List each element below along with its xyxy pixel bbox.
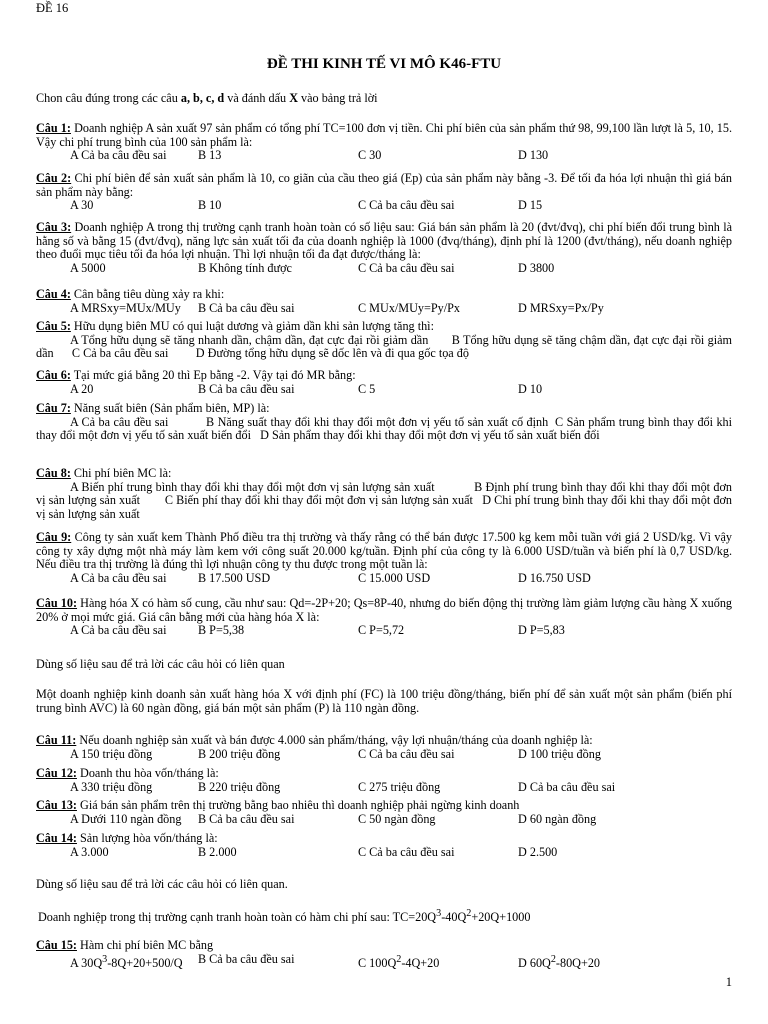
answer-a[interactable]: A 330 triệu đồng bbox=[70, 779, 153, 794]
section-2-context: Doanh nghiệp trong thị trường cạnh tranh hoàn toàn có hàm chi phí sau: $TC=20Q^3-40Q^2+20Q+1000$ bbox=[38, 908, 531, 925]
answer-a[interactable]: A 20 bbox=[70, 381, 94, 396]
answer-d[interactable]: D Sản phẩm thay đổi khi thay đổi một đơn vị yếu tố sản xuất biến đổi bbox=[260, 428, 600, 443]
answer-b[interactable]: B Cả ba câu đều sai bbox=[198, 951, 295, 966]
question-5: Câu 5: Hữu dụng biên MU có qui luật dương và giảm dần khi sản lượng tăng thì: A Tổng hữu dụng sẽ tăng nhanh dần, chậm dần, đạt cực đại rồi giảm dần B Tổng hữu dụng sẽ tăng chậm dần, đạt cực đại rồi giảm dần C Cả ba câu đều sai D Đường tổng hữu dụng sẽ dốc lên và đi qua gốc tọa độ bbox=[36, 319, 733, 361]
answer-a[interactable]: A 5000 bbox=[70, 260, 106, 275]
answer-d[interactable]: D 3800 bbox=[518, 260, 555, 275]
answer-b[interactable]: B Cả ba câu đều sai bbox=[198, 300, 295, 315]
answer-b[interactable]: B Định phí trung bình thay đổi khi thay đổi một đơn vị sản lượng sản xuất bbox=[36, 479, 732, 508]
answer-d[interactable]: D 100 triệu đồng bbox=[518, 746, 601, 761]
answer-c[interactable]: C Biến phí thay đổi khi thay đổi một đơn vị sản lượng sản xuất bbox=[164, 493, 473, 508]
answer-b[interactable]: B 10 bbox=[198, 198, 222, 213]
answer-d[interactable]: D 16.750 USD bbox=[518, 570, 591, 585]
answer-c[interactable]: C 275 triệu đồng bbox=[358, 779, 441, 794]
answer-a[interactable]: A Cả ba câu đều sai bbox=[70, 570, 167, 585]
question-12: Câu 12: Doanh thu hòa vốn/tháng là: A 330 triệu đồng B 220 triệu đồng C 275 triệu đồng D Cả ba câu đều sai bbox=[36, 767, 732, 794]
answer-d[interactable]: D 2.500 bbox=[518, 844, 558, 859]
section-2-lead: Dùng số liệu sau để trả lời các câu hỏi có liên quan. bbox=[36, 877, 288, 891]
answer-b[interactable]: B Cả ba câu đều sai bbox=[198, 381, 295, 396]
question-6: Câu 6: Tại mức giá bằng 20 thì Ep bằng -2. Vậy tại đó MR bằng: A 20 B Cả ba câu đều sai C 5 D 10 bbox=[36, 369, 732, 396]
answer-c[interactable]: C 15.000 USD bbox=[358, 570, 431, 585]
answer-a[interactable]: A 150 triệu đồng bbox=[70, 746, 153, 761]
question-4: Câu 4: Cân bằng tiêu dùng xảy ra khi: A MRSxy=MUx/MUy B Cả ba câu đều sai C MUx/MUy=Py/Px D MRSxy=Px/Py bbox=[36, 288, 732, 315]
section-1-lead: Dùng số liệu sau để trả lời các câu hỏi có liên quan bbox=[36, 657, 285, 671]
answer-c[interactable]: C Sản phẩm trung bình thay đổi khi thay đổi một đơn vị yếu tố sản xuất biến đổi bbox=[36, 414, 733, 443]
page-title: ĐỀ THI KINH TẾ VI MÔ K46-FTU bbox=[266, 56, 502, 72]
answer-b[interactable]: B Cả ba câu đều sai bbox=[198, 811, 295, 826]
section-1-context: Một doanh nghiệp kinh doanh sản xuất hàng hóa X với định phí (FC) là 100 triệu đồng/tháng, biến phí để sản xuất một sản phẩm (biến phí trung bình AVC) là 60 ngàn đồng, giá bán một sản phẩm (P) là 110 ngàn đồng. bbox=[36, 687, 732, 715]
question-7: Câu 7: Năng suất biên (Sản phẩm biên, MP) là: A Cả ba câu đều sai B Năng suất thay đổi khi thay đổi một đơn vị yếu tố sản xuất cố định C Sản phẩm trung bình thay đổi khi thay đổi một đơn vị yếu tố sản xuất biến đổi D Sản phẩm thay đổi khi thay đổi một đơn vị yếu tố sản xuất biến đổi bbox=[36, 401, 733, 443]
answer-a[interactable]: A Dưới 110 ngàn đồng bbox=[70, 811, 182, 826]
answer-b[interactable]: B 200 triệu đồng bbox=[198, 746, 281, 761]
question-10: Câu 10: Hàng hóa X có hàm số cung, cầu như sau: Qd=-2P+20; Qs=8P-40, nhưng do biến động thị trường làm giảm lượng cầu hàng X xuống 20% ở mọi mức giá. Giá cân bằng mới của hàng hóa X là: A Cả ba câu đều sai B P=5,38 C P=5,72 D P=5,83 bbox=[36, 596, 733, 638]
question-8: Câu 8: Chi phí biên MC là: A Biến phí trung bình thay đổi khi thay đổi một đơn vị sản lượng sản xuất B Định phí trung bình thay đổi khi thay đổi một đơn vị sản lượng sản xuất C Biến phí thay đổi khi thay đổi một đơn vị sản lượng sản xuất D Chi phí trung bình thay đổi khi thay đổi một đơn vị sản lượng sản xuất bbox=[36, 466, 733, 521]
answer-d[interactable]: D 60 ngàn đồng bbox=[518, 811, 597, 826]
answer-d[interactable]: D MRSxy=Px/Py bbox=[518, 300, 604, 315]
answer-b[interactable]: B 2.000 bbox=[198, 844, 237, 859]
answer-a[interactable]: A Tổng hữu dụng sẽ tăng nhanh dần, chậm dần, đạt cực đại rồi giảm dần bbox=[70, 332, 429, 347]
answer-c[interactable]: C Cả ba câu đều sai bbox=[358, 844, 455, 859]
instruction: Chon câu đúng trong các câu a, b, c, d và đánh dấu X vào bảng trả lời bbox=[36, 91, 378, 105]
answer-c[interactable]: C Cả ba câu đều sai bbox=[358, 746, 455, 761]
answer-b[interactable]: B Năng suất thay đổi khi thay đổi một đơn vị yếu tố sản xuất cố định bbox=[206, 414, 549, 429]
answer-c[interactable]: C 30 bbox=[358, 148, 382, 163]
answer-d[interactable]: D 130 bbox=[518, 148, 549, 163]
question-13: Câu 13: Giá bán sản phẩm trên thị trường bằng bao nhiêu thì doanh nghiệp phải ngừng kinh doanh A Dưới 110 ngàn đồng B Cả ba câu đều sai C 50 ngàn đồng D 60 ngàn đồng bbox=[36, 799, 732, 826]
question-15: Câu 15: Hàm chi phí biên MC bằng A $30Q^3-8Q+20+500/Q$ B Cả ba câu đều sai C $100Q^2-4Q+20$ D $60Q^2-80Q+20$ bbox=[36, 939, 732, 970]
page-number: 1 bbox=[725, 975, 732, 989]
answer-d[interactable]: D Chi phí trung bình thay đổi khi thay đổi một đơn vị sản lượng sản xuất bbox=[36, 493, 733, 521]
question-9: Câu 9: Công ty sản xuất kem Thành Phố điều tra thị trường và thấy rằng có thể bán được 17.500 kg kem mỗi tuần với giá 2 USD/kg. Vì vậy công ty xây dựng một nhà máy làm kem với công suất 20.000 kg/tuần. Định phí của công ty là 6.000 USD/tuần và biến phí là 0,7 USD/kg. Nếu điều tra thị trường là đúng thì lợi nhuận công ty thu được trong một tuần là: A Cả ba câu đều sai B 17.500 USD C 15.000 USD D 16.750 USD bbox=[36, 530, 733, 585]
answer-a[interactable]: A 3.000 bbox=[70, 844, 109, 859]
question-2: Câu 2: Chi phí biên để sản xuất sản phẩm là 10, co giãn của cầu theo giá (Ep) của sản phẩm này bằng -3. Để tối đa hóa lợi nhuận thì giá bán sản phẩm này bằng: A 30 B 10 C Cả ba câu đều sai D 15 bbox=[36, 171, 732, 213]
answer-b[interactable]: B Tổng hữu dụng sẽ tăng chậm dần, đạt cực đại rồi giảm dần bbox=[36, 332, 733, 361]
answer-c[interactable]: C MUx/MUy=Py/Px bbox=[358, 300, 461, 315]
answer-d[interactable]: D $60Q^2-80Q+20$ bbox=[518, 953, 601, 970]
answer-a[interactable]: A Biến phí trung bình thay đổi khi thay đổi một đơn vị sản lượng sản xuất bbox=[70, 479, 435, 494]
answer-b[interactable]: B P=5,38 bbox=[198, 623, 245, 638]
answer-d[interactable]: D Đường tổng hữu dụng sẽ dốc lên và đi qua gốc tọa độ bbox=[195, 346, 469, 361]
answer-a[interactable]: A Cả ba câu đều sai bbox=[70, 623, 167, 638]
answer-d[interactable]: D 10 bbox=[518, 381, 543, 396]
answer-a[interactable]: A Cả ba câu đều sai bbox=[70, 414, 169, 429]
answer-b[interactable]: B 220 triệu đồng bbox=[198, 779, 281, 794]
answer-a[interactable]: A 30 bbox=[70, 198, 94, 213]
answer-c[interactable]: C $100Q^2-4Q+20$ bbox=[358, 953, 440, 970]
answer-c[interactable]: C Cả ba câu đều sai bbox=[358, 198, 455, 213]
answer-c[interactable]: C 50 ngàn đồng bbox=[358, 811, 436, 826]
answer-c[interactable]: C P=5,72 bbox=[358, 623, 405, 638]
answer-c[interactable]: C Cả ba câu đều sai bbox=[71, 346, 169, 361]
answer-d[interactable]: D 15 bbox=[518, 198, 543, 213]
answer-b[interactable]: B Không tính được bbox=[198, 260, 292, 275]
question-11: Câu 11: Nếu doanh nghiệp sản xuất và bán được 4.000 sản phẩm/tháng, vậy lợi nhuận/tháng của doanh nghiệp là: A 150 triệu đồng B 200 triệu đồng C Cả ba câu đều sai D 100 triệu đồng bbox=[36, 734, 732, 761]
answer-a[interactable]: A $30Q^3-8Q+20+500/Q$ bbox=[70, 953, 183, 970]
answer-c[interactable]: C Cả ba câu đều sai bbox=[358, 260, 455, 275]
exam-code: ĐỀ 16 bbox=[36, 1, 69, 15]
answer-c[interactable]: C 5 bbox=[358, 381, 376, 396]
answer-a[interactable]: A MRSxy=MUx/MUy bbox=[70, 300, 181, 315]
question-3: Câu 3: Doanh nghiệp A trong thị trường cạnh tranh hoàn toàn có số liệu sau: Giá bán sản phẩm là 20 (đvt/đvq), chi phí biến đổi trung bình là hằng số và bằng 15 (đvt/đvq), năng lực sản xuất tối đa của doanh nghiệp là 1000 (đvq/tháng), định phí là 1200 (đvt/tháng), nếu doanh nghiệp theo đuổi mục tiêu tối đa hóa lợi nhuận. Thì lợi nhuận tối đa đạt được/tháng là: A 5000 B Không tính được C Cả ba câu đều sai D 3800 bbox=[36, 220, 733, 275]
question-14: Câu 14: Sản lượng hòa vốn/tháng là: A 3.000 B 2.000 C Cả ba câu đều sai D 2.500 bbox=[36, 832, 732, 859]
answer-d[interactable]: D P=5,83 bbox=[518, 623, 565, 638]
answer-d[interactable]: D Cả ba câu đều sai bbox=[518, 779, 616, 794]
answer-a[interactable]: A Cả ba câu đều sai bbox=[70, 148, 167, 163]
answer-b[interactable]: B 13 bbox=[198, 148, 222, 163]
question-1: Câu 1: Doanh nghiệp A sản xuất 97 sản phẩm có tổng phí TC=100 đơn vị tiền. Chi phí biên của sản phẩm thứ 98, 99,100 lần lượt là 5, 10, 15. Vậy chi phí trung bình của 100 sản phẩm là: A Cả ba câu đều sai B 13 C 30 D 130 bbox=[36, 121, 732, 163]
answer-b[interactable]: B 17.500 USD bbox=[198, 570, 271, 585]
